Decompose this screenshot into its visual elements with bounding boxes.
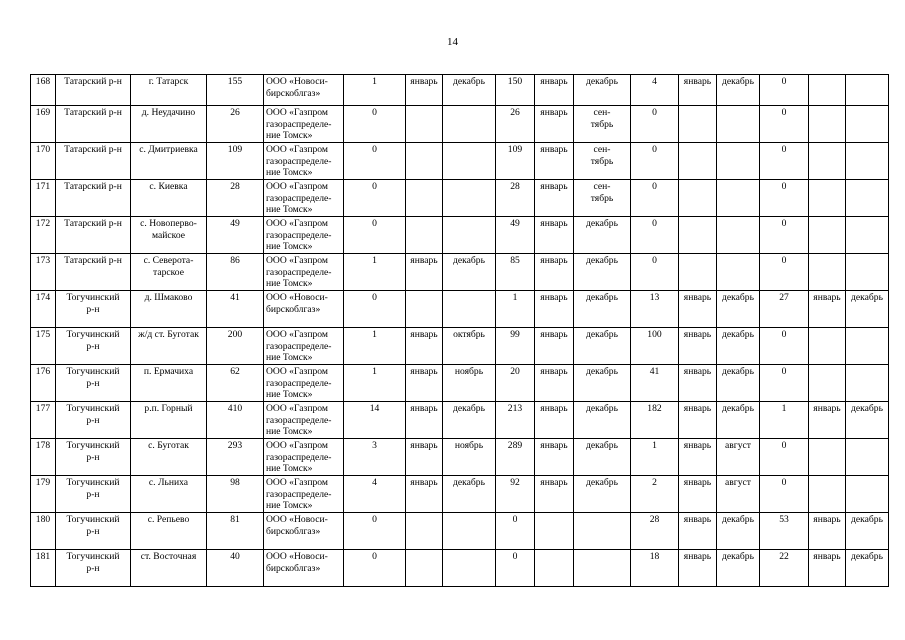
cell-group4-start — [809, 476, 846, 513]
cell-group2-count: 28 — [496, 180, 535, 217]
cell-settlement: ст. Восточная — [131, 550, 207, 587]
table-row — [31, 143, 889, 180]
cell-group3-end — [717, 217, 760, 254]
cell-group1-end — [443, 550, 496, 587]
cell-group1-end: декабрь — [443, 75, 496, 106]
cell-group2-start: январь — [535, 254, 574, 291]
cell-settlement: с. Буготак — [131, 439, 207, 476]
cell-group3-start: январь — [679, 75, 717, 106]
cell-group3-start: январь — [679, 402, 717, 439]
cell-group3-count: 0 — [631, 254, 679, 291]
cell-group3-end — [717, 254, 760, 291]
cell-group4-start — [809, 180, 846, 217]
cell-organization: ООО «Газпром газораспределе- ние Томск» — [264, 106, 344, 143]
cell-group1-start — [406, 180, 443, 217]
cell-group2-count: 1 — [496, 291, 535, 328]
cell-group3-end: декабрь — [717, 402, 760, 439]
cell-organization: ООО «Газпром газораспределе- ние Томск» — [264, 328, 344, 365]
cell-district: Тогучинский р-н — [56, 476, 131, 513]
cell-group3-start — [679, 217, 717, 254]
cell-group3-start: январь — [679, 513, 717, 550]
table-row — [31, 291, 889, 328]
cell-group1-start — [406, 106, 443, 143]
cell-group2-count: 150 — [496, 75, 535, 106]
table-row — [31, 217, 889, 254]
cell-group4-end: декабрь — [846, 291, 889, 328]
cell-group4-end — [846, 180, 889, 217]
cell-district: Тогучинский р-н — [56, 402, 131, 439]
cell-group3-end: декабрь — [717, 550, 760, 587]
cell-row-number: 177 — [31, 402, 56, 439]
cell-group3-start: январь — [679, 476, 717, 513]
cell-group2-count: 99 — [496, 328, 535, 365]
cell-group4-end — [846, 217, 889, 254]
cell-group2-start — [535, 513, 574, 550]
cell-district: Тогучинский р-н — [56, 328, 131, 365]
cell-group1-start: январь — [406, 75, 443, 106]
cell-group1-count: 1 — [344, 254, 406, 291]
cell-group4-count: 27 — [760, 291, 809, 328]
cell-group2-count: 213 — [496, 402, 535, 439]
cell-total-count: 200 — [207, 328, 264, 365]
cell-row-number: 181 — [31, 550, 56, 587]
cell-group4-start: январь — [809, 513, 846, 550]
cell-group1-start: январь — [406, 254, 443, 291]
cell-district: Татарский р-н — [56, 180, 131, 217]
cell-group4-end: декабрь — [846, 513, 889, 550]
cell-group3-count: 100 — [631, 328, 679, 365]
cell-total-count: 410 — [207, 402, 264, 439]
cell-row-number: 174 — [31, 291, 56, 328]
cell-group4-end: декабрь — [846, 550, 889, 587]
cell-group3-end — [717, 143, 760, 180]
cell-total-count: 28 — [207, 180, 264, 217]
cell-group4-start: январь — [809, 402, 846, 439]
cell-group3-count: 13 — [631, 291, 679, 328]
cell-group2-count: 0 — [496, 513, 535, 550]
cell-organization: ООО «Газпром газораспределе- ние Томск» — [264, 254, 344, 291]
cell-group1-count: 0 — [344, 550, 406, 587]
cell-settlement: д. Шмаково — [131, 291, 207, 328]
cell-group3-end: декабрь — [717, 75, 760, 106]
cell-group2-count: 26 — [496, 106, 535, 143]
table-row — [31, 476, 889, 513]
cell-total-count: 26 — [207, 106, 264, 143]
cell-district: Тогучинский р-н — [56, 550, 131, 587]
cell-group3-count: 0 — [631, 143, 679, 180]
cell-group1-end: декабрь — [443, 402, 496, 439]
cell-group1-end — [443, 291, 496, 328]
cell-total-count: 49 — [207, 217, 264, 254]
cell-group2-start: январь — [535, 476, 574, 513]
cell-group3-start — [679, 106, 717, 143]
cell-group4-end — [846, 328, 889, 365]
cell-group1-end — [443, 106, 496, 143]
cell-district: Татарский р-н — [56, 143, 131, 180]
cell-group1-start: январь — [406, 439, 443, 476]
cell-group2-count: 85 — [496, 254, 535, 291]
cell-group3-count: 0 — [631, 106, 679, 143]
cell-group3-start: январь — [679, 328, 717, 365]
cell-group2-start: январь — [535, 328, 574, 365]
cell-organization: ООО «Газпром газораспределе- ние Томск» — [264, 217, 344, 254]
cell-group4-end — [846, 75, 889, 106]
cell-total-count: 41 — [207, 291, 264, 328]
cell-group4-end — [846, 439, 889, 476]
cell-group4-count: 0 — [760, 75, 809, 106]
cell-group3-start: январь — [679, 291, 717, 328]
cell-settlement: с. Новоперво- майское — [131, 217, 207, 254]
cell-group3-end — [717, 106, 760, 143]
gasification-table — [30, 74, 889, 587]
table-row — [31, 180, 889, 217]
cell-row-number: 179 — [31, 476, 56, 513]
cell-group4-end — [846, 254, 889, 291]
cell-total-count: 293 — [207, 439, 264, 476]
cell-settlement: п. Ермачиха — [131, 365, 207, 402]
cell-group2-count: 20 — [496, 365, 535, 402]
cell-organization: ООО «Газпром газораспределе- ние Томск» — [264, 402, 344, 439]
cell-group3-start — [679, 180, 717, 217]
cell-group2-end: сен- тябрь — [574, 106, 631, 143]
cell-group3-start: январь — [679, 550, 717, 587]
cell-group1-start — [406, 513, 443, 550]
cell-group3-count: 0 — [631, 217, 679, 254]
cell-group1-end — [443, 217, 496, 254]
cell-group1-count: 1 — [344, 365, 406, 402]
cell-group3-count: 1 — [631, 439, 679, 476]
cell-district: Тогучинский р-н — [56, 291, 131, 328]
table-row — [31, 550, 889, 587]
cell-row-number: 168 — [31, 75, 56, 106]
cell-group2-start: январь — [535, 106, 574, 143]
cell-row-number: 175 — [31, 328, 56, 365]
cell-group2-end — [574, 550, 631, 587]
cell-group1-count: 14 — [344, 402, 406, 439]
cell-group3-count: 18 — [631, 550, 679, 587]
cell-row-number: 178 — [31, 439, 56, 476]
cell-group1-start — [406, 217, 443, 254]
cell-total-count: 155 — [207, 75, 264, 106]
page-number: 14 — [447, 36, 458, 48]
cell-settlement: р.п. Горный — [131, 402, 207, 439]
cell-group3-count: 0 — [631, 180, 679, 217]
cell-group4-end — [846, 476, 889, 513]
cell-group4-count: 1 — [760, 402, 809, 439]
cell-group1-end: ноябрь — [443, 439, 496, 476]
cell-group1-end — [443, 180, 496, 217]
cell-group1-start: январь — [406, 402, 443, 439]
cell-row-number: 176 — [31, 365, 56, 402]
cell-group2-start: январь — [535, 75, 574, 106]
cell-row-number: 172 — [31, 217, 56, 254]
cell-group2-start: январь — [535, 402, 574, 439]
cell-district: Татарский р-н — [56, 217, 131, 254]
cell-group4-count: 0 — [760, 180, 809, 217]
cell-settlement: г. Татарск — [131, 75, 207, 106]
cell-group1-end — [443, 143, 496, 180]
cell-group2-end: сен- тябрь — [574, 180, 631, 217]
cell-group4-start — [809, 254, 846, 291]
cell-group2-end: декабрь — [574, 75, 631, 106]
cell-row-number: 180 — [31, 513, 56, 550]
cell-group2-count: 289 — [496, 439, 535, 476]
cell-group1-count: 1 — [344, 328, 406, 365]
cell-group1-count: 3 — [344, 439, 406, 476]
cell-total-count: 86 — [207, 254, 264, 291]
cell-organization: ООО «Новоси- бирскоблгаз» — [264, 550, 344, 587]
cell-group2-count: 49 — [496, 217, 535, 254]
cell-group3-end: декабрь — [717, 365, 760, 402]
cell-group1-start — [406, 143, 443, 180]
cell-organization: ООО «Новоси- бирскоблгаз» — [264, 291, 344, 328]
cell-group1-count: 0 — [344, 217, 406, 254]
table-row — [31, 75, 889, 106]
cell-total-count: 109 — [207, 143, 264, 180]
cell-group1-end: декабрь — [443, 254, 496, 291]
table-row — [31, 402, 889, 439]
cell-group4-count: 0 — [760, 254, 809, 291]
cell-group1-count: 0 — [344, 180, 406, 217]
cell-district: Татарский р-н — [56, 75, 131, 106]
cell-group4-start — [809, 439, 846, 476]
cell-settlement: с. Северота- тарское — [131, 254, 207, 291]
cell-group4-count: 0 — [760, 365, 809, 402]
cell-row-number: 170 — [31, 143, 56, 180]
cell-group1-count: 0 — [344, 291, 406, 328]
cell-organization: ООО «Новоси- бирскоблгаз» — [264, 75, 344, 106]
cell-group4-count: 0 — [760, 143, 809, 180]
cell-group4-start — [809, 328, 846, 365]
cell-group2-start: январь — [535, 217, 574, 254]
cell-group2-count: 109 — [496, 143, 535, 180]
cell-row-number: 173 — [31, 254, 56, 291]
cell-district: Татарский р-н — [56, 254, 131, 291]
cell-group1-end: декабрь — [443, 476, 496, 513]
cell-group4-start — [809, 75, 846, 106]
cell-group3-end: август — [717, 476, 760, 513]
cell-group4-count: 0 — [760, 476, 809, 513]
cell-group4-count: 0 — [760, 106, 809, 143]
cell-group4-end — [846, 143, 889, 180]
cell-group2-end: декабрь — [574, 365, 631, 402]
cell-group4-start — [809, 143, 846, 180]
cell-group2-end: декабрь — [574, 402, 631, 439]
cell-settlement: ж/д ст. Буготак — [131, 328, 207, 365]
table-body — [31, 75, 889, 587]
cell-group3-end: август — [717, 439, 760, 476]
cell-group2-end: декабрь — [574, 254, 631, 291]
cell-settlement: с. Киевка — [131, 180, 207, 217]
cell-group3-end: декабрь — [717, 328, 760, 365]
cell-group4-count: 0 — [760, 439, 809, 476]
cell-organization: ООО «Газпром газораспределе- ние Томск» — [264, 143, 344, 180]
cell-group1-start: январь — [406, 476, 443, 513]
cell-group2-end: декабрь — [574, 476, 631, 513]
cell-organization: ООО «Газпром газораспределе- ние Томск» — [264, 439, 344, 476]
cell-group3-end — [717, 180, 760, 217]
cell-group3-count: 28 — [631, 513, 679, 550]
cell-district: Тогучинский р-н — [56, 513, 131, 550]
cell-organization: ООО «Газпром газораспределе- ние Томск» — [264, 476, 344, 513]
cell-group3-start: январь — [679, 365, 717, 402]
cell-group1-start — [406, 291, 443, 328]
cell-group4-start: январь — [809, 291, 846, 328]
cell-group1-end: ноябрь — [443, 365, 496, 402]
cell-group1-count: 1 — [344, 75, 406, 106]
cell-group4-start — [809, 365, 846, 402]
cell-group4-end: декабрь — [846, 402, 889, 439]
table-row — [31, 328, 889, 365]
table-row — [31, 365, 889, 402]
cell-row-number: 171 — [31, 180, 56, 217]
cell-settlement: с. Репьево — [131, 513, 207, 550]
cell-group3-start — [679, 254, 717, 291]
cell-group4-count: 0 — [760, 217, 809, 254]
cell-group4-count: 22 — [760, 550, 809, 587]
cell-group1-count: 0 — [344, 106, 406, 143]
table-row — [31, 106, 889, 143]
cell-group4-end — [846, 106, 889, 143]
cell-group3-end: декабрь — [717, 513, 760, 550]
cell-group1-count: 0 — [344, 143, 406, 180]
cell-total-count: 98 — [207, 476, 264, 513]
cell-group4-start: январь — [809, 550, 846, 587]
cell-group1-count: 0 — [344, 513, 406, 550]
cell-row-number: 169 — [31, 106, 56, 143]
cell-settlement: с. Дмитриевка — [131, 143, 207, 180]
cell-group1-start: январь — [406, 365, 443, 402]
table-row — [31, 254, 889, 291]
cell-total-count: 40 — [207, 550, 264, 587]
cell-organization: ООО «Газпром газораспределе- ние Томск» — [264, 365, 344, 402]
cell-total-count: 81 — [207, 513, 264, 550]
cell-group2-start: январь — [535, 291, 574, 328]
cell-settlement: д. Неудачино — [131, 106, 207, 143]
cell-organization: ООО «Новоси- бирскоблгаз» — [264, 513, 344, 550]
cell-group2-count: 0 — [496, 550, 535, 587]
cell-group2-count: 92 — [496, 476, 535, 513]
cell-group4-count: 53 — [760, 513, 809, 550]
cell-group4-end — [846, 365, 889, 402]
cell-district: Тогучинский р-н — [56, 365, 131, 402]
cell-group3-end: декабрь — [717, 291, 760, 328]
cell-group1-end — [443, 513, 496, 550]
cell-group2-end: декабрь — [574, 439, 631, 476]
table-row — [31, 513, 889, 550]
cell-group2-end: сен- тябрь — [574, 143, 631, 180]
cell-district: Татарский р-н — [56, 106, 131, 143]
cell-district: Тогучинский р-н — [56, 439, 131, 476]
cell-group2-end: декабрь — [574, 328, 631, 365]
cell-settlement: с. Льниха — [131, 476, 207, 513]
cell-group4-start — [809, 217, 846, 254]
cell-group1-end: октябрь — [443, 328, 496, 365]
cell-organization: ООО «Газпром газораспределе- ние Томск» — [264, 180, 344, 217]
cell-group3-count: 2 — [631, 476, 679, 513]
cell-group4-count: 0 — [760, 328, 809, 365]
cell-group3-count: 4 — [631, 75, 679, 106]
cell-group2-start: январь — [535, 365, 574, 402]
cell-group1-start — [406, 550, 443, 587]
cell-group1-count: 4 — [344, 476, 406, 513]
cell-group3-count: 182 — [631, 402, 679, 439]
cell-total-count: 62 — [207, 365, 264, 402]
cell-group4-start — [809, 106, 846, 143]
cell-group3-start — [679, 143, 717, 180]
cell-group2-start: январь — [535, 180, 574, 217]
cell-group3-start: январь — [679, 439, 717, 476]
cell-group2-start: январь — [535, 143, 574, 180]
cell-group3-count: 41 — [631, 365, 679, 402]
cell-group2-start — [535, 550, 574, 587]
cell-group2-end: декабрь — [574, 291, 631, 328]
cell-group2-end — [574, 513, 631, 550]
cell-group2-start: январь — [535, 439, 574, 476]
table-row — [31, 439, 889, 476]
cell-group2-end: декабрь — [574, 217, 631, 254]
cell-group1-start: январь — [406, 328, 443, 365]
